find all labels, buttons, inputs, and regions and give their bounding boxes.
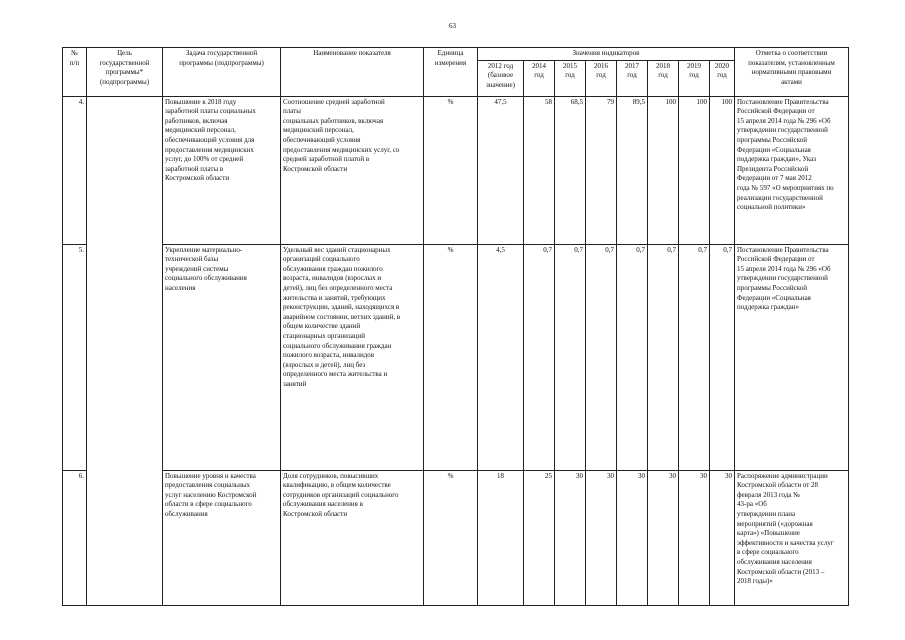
value-cell: 30 [648,470,679,605]
header-year: 2020 год [710,60,735,96]
unit-cell: % [424,470,478,605]
note-cell: Постановление Правительства Российской Федерации от 15 апреля 2014 года № 296 «Об утверждении государственной программы Российской Федерации «Социальная поддержка граждан», Указ Президента Российской Федерации от 7 мая 2012 года № 597 «О мероприятиях по реализации государственной социальной политики» [735,96,849,244]
note-cell: Распоряжение администрации Костромской области от 28 февраля 2013 года № 43-ра «Об утверждении плана мероприятий («дорожная карта») «Повышение эффективности и качества услуг в сфере социального обслуживания населения Костромской области (2013 – 2018 годы)» [735,470,849,605]
indicators-table [62,47,849,606]
unit-cell: % [424,96,478,244]
value-cell: 0,7 [524,244,555,470]
task-cell: Повышение уровня и качества предоставления социальных услуг населению Костромской области в сфере социального обслуживания [163,470,281,605]
value-cell: 4,5 [478,244,524,470]
header-year: 2014 год [524,60,555,96]
header-row-1 [63,48,849,61]
header-goal: Цель государственной программы* (подпрограммы) [87,48,163,97]
header-year: 2017 год [617,60,648,96]
value-cell: 30 [555,470,586,605]
row-num: 4. [63,96,87,244]
header-indicator: Наименование показателя [281,48,424,97]
value-cell: 18 [478,470,524,605]
unit-cell: % [424,244,478,470]
value-cell: 0,7 [679,244,710,470]
value-cell: 0,7 [648,244,679,470]
table-row [63,96,849,244]
indicator-cell: Удельный вес зданий стационарных организаций социального обслуживания граждан пожилого возраста, инвалидов (взрослых и детей), лиц без определенного места жительства и занятий, требующих реконструкции, зданий, находящихся в аварийном состоянии, ветхих зданий, в общем количестве зданий стационарных организаций социального обслуживания граждан пожилого возраста, инвалидов (взрослых и детей), лиц без определенного места жительства и занятий [281,244,424,470]
indicator-cell: Доля сотрудников, повысивших квалификацию, в общем количестве сотрудников организаций социального обслуживания населения в Костромской области [281,470,424,605]
row-num: 6. [63,470,87,605]
row-num: 5. [63,244,87,470]
header-task: Задача государственной программы (подпрограммы) [163,48,281,97]
value-cell: 0,7 [710,244,735,470]
value-cell: 30 [710,470,735,605]
header-num: № п/п [63,48,87,97]
value-cell: 0,7 [555,244,586,470]
value-cell: 30 [586,470,617,605]
header-note: Отметка о соответствии показателям, установленным нормативными правовыми актами [735,48,849,97]
value-cell: 89,5 [617,96,648,244]
header-year: 2019 год [679,60,710,96]
value-cell: 100 [710,96,735,244]
value-cell: 30 [679,470,710,605]
header-year: 2016 год [586,60,617,96]
value-cell: 0,7 [617,244,648,470]
header-unit: Единица измерения [424,48,478,97]
header-year: 2018 год [648,60,679,96]
goal-cell [87,96,163,605]
header-year: 2012 год (базовое значение) [478,60,524,96]
value-cell: 58 [524,96,555,244]
header-values-group: Значения индикаторов [478,48,735,61]
task-cell: Повышение к 2018 году заработной платы социальных работников, включая медицинский персонал, обеспечивающий условия для предоставления медицинских услуг, до 100% от средней заработной платы в Костромской области [163,96,281,244]
value-cell: 0,7 [586,244,617,470]
value-cell: 100 [648,96,679,244]
value-cell: 79 [586,96,617,244]
note-cell: Постановление Правительства Российской Федерации от 15 апреля 2014 года № 296 «Об утверждении государственной программы Российской Федерации «Социальная поддержка граждан» [735,244,849,470]
table-row [63,244,849,470]
table-row [63,470,849,605]
value-cell: 100 [679,96,710,244]
value-cell: 68,5 [555,96,586,244]
task-cell: Укрепление материально- технической базы учреждений системы социального обслуживания населения [163,244,281,470]
indicator-cell: Соотношение средней заработной платы социальных работников, включая медицинский персонал, обеспечивающий условия предоставления медицинских услуг, со средней заработной платой в Костромской области [281,96,424,244]
page-number: 63 [449,22,456,30]
header-year: 2015 год [555,60,586,96]
value-cell: 30 [617,470,648,605]
value-cell: 47,5 [478,96,524,244]
value-cell: 25 [524,470,555,605]
